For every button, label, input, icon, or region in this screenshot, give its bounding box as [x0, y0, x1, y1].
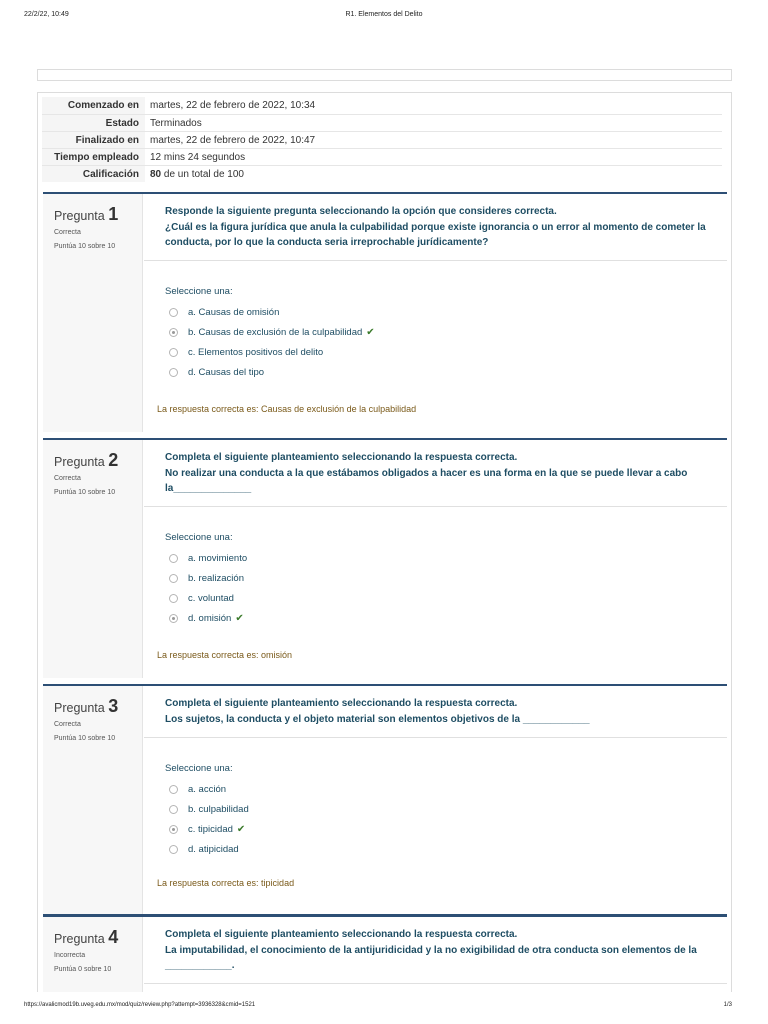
- radio-icon[interactable]: [169, 368, 178, 377]
- question-state: Incorrecta: [54, 952, 86, 959]
- summary-value: 12 mins 24 segundos: [150, 151, 246, 163]
- answer-area: [144, 507, 727, 628]
- answer-option[interactable]: b. culpabilidad: [165, 799, 727, 819]
- question-text: Completa el siguiente planteamiento seleccionando la respuesta correcta. Los sujetos, la conducta y el objeto material son elementos objetivos de la ____________: [144, 686, 727, 738]
- answer-prompt: Seleccione una:: [165, 763, 233, 774]
- print-url: https://avalicmod19b.uveg.edu.mx/mod/quiz/review.php?attempt=3936328&cmid=1521: [24, 1002, 256, 1008]
- answer-option[interactable]: a. movimiento: [165, 548, 727, 568]
- radio-icon[interactable]: [169, 614, 178, 623]
- answer-prompt: Seleccione una:: [165, 286, 233, 297]
- answer-area: [144, 738, 727, 859]
- question-content: [144, 686, 727, 924]
- answer-option[interactable]: d. atipicidad: [165, 839, 727, 859]
- question-info: [43, 194, 143, 432]
- check-icon: ✔: [236, 823, 246, 835]
- summary-label: Tiempo empleado: [42, 149, 145, 165]
- question-state: Correcta: [54, 475, 81, 482]
- summary-value: Terminados: [150, 117, 202, 129]
- print-title: R1. Elementos del Delito: [345, 11, 423, 18]
- radio-icon[interactable]: [169, 328, 178, 337]
- question-text: Responde la siguiente pregunta seleccionando la opción que consideres correcta. ¿Cuál es la figura jurídica que anula la culpabilidad porque existe ignorancia o un error al momento de cometer la conducta, por lo que la conducta seria irreprochable jurídicamente?: [144, 194, 727, 261]
- quiz-review: [37, 92, 732, 992]
- summary-value: martes, 22 de febrero de 2022, 10:34: [150, 100, 316, 111]
- answer-option[interactable]: a. acción: [165, 779, 727, 799]
- print-header: [0, 11, 768, 21]
- question-grade: Puntúa 0 sobre 10: [54, 966, 112, 973]
- question-number: Pregunta 3: [54, 696, 119, 716]
- question-1: [43, 192, 727, 432]
- attempt-summary: [42, 97, 722, 182]
- question-text: Completa el siguiente planteamiento seleccionando la respuesta correcta. No realizar una conducta a la que estábamos obligados a hacer es una forma en la que se puede llevar a cabo la______________: [144, 440, 727, 507]
- correct-answer-feedback: La respuesta correcta es: Causas de exclusión de la culpabilidad: [157, 404, 417, 414]
- answer-option[interactable]: a. Causas de omisión: [165, 302, 727, 322]
- radio-icon[interactable]: [169, 574, 178, 583]
- radio-icon[interactable]: [169, 308, 178, 317]
- question-info: [43, 440, 143, 678]
- radio-icon[interactable]: [169, 845, 178, 854]
- question-info: [43, 917, 143, 992]
- summary-label: Comenzado en: [42, 97, 145, 114]
- question-content: [144, 440, 727, 678]
- summary-value: martes, 22 de febrero de 2022, 10:47: [150, 134, 316, 146]
- grade-suffix: de un total de 100: [161, 168, 244, 180]
- answer-option[interactable]: c. tipicidad ✔: [165, 819, 727, 839]
- radio-icon[interactable]: [169, 594, 178, 603]
- page-number: 1/3: [723, 1002, 732, 1008]
- answer-option[interactable]: c. voluntad: [165, 588, 727, 608]
- question-2: [43, 438, 727, 678]
- check-icon: ✔: [366, 326, 375, 338]
- print-datetime: 22/2/22, 10:49: [24, 11, 69, 18]
- question-grade: Puntúa 10 sobre 10: [54, 489, 116, 496]
- summary-row: [42, 131, 722, 148]
- radio-icon[interactable]: [169, 785, 178, 794]
- answer-prompt: Seleccione una:: [165, 532, 233, 543]
- radio-icon[interactable]: [169, 554, 178, 563]
- question-grade: Puntúa 10 sobre 10: [54, 243, 116, 250]
- summary-label: Estado: [42, 115, 145, 131]
- question-state: Correcta: [54, 721, 81, 728]
- radio-icon[interactable]: [169, 825, 178, 834]
- summary-value: [145, 169, 244, 180]
- correct-answer-feedback: La respuesta correcta es: tipicidad: [157, 878, 295, 888]
- print-footer: [0, 1002, 768, 1012]
- radio-icon[interactable]: [169, 348, 178, 357]
- navigation-box: [37, 69, 732, 81]
- summary-row: [42, 148, 722, 165]
- summary-row: [42, 114, 722, 131]
- question-content: [144, 194, 727, 432]
- answer-option[interactable]: c. Elementos positivos del delito: [165, 342, 727, 362]
- answer-option[interactable]: d. Causas del tipo: [165, 362, 727, 382]
- question-3: [43, 684, 727, 924]
- answer-area: [144, 261, 727, 382]
- answer-option[interactable]: b. realización: [165, 568, 727, 588]
- question-number: Pregunta 1: [54, 204, 119, 224]
- question-number: Pregunta 4: [54, 927, 119, 947]
- question-grade: Puntúa 10 sobre 10: [54, 735, 116, 742]
- summary-row: [42, 97, 722, 114]
- question-state: Correcta: [54, 229, 81, 236]
- answer-option[interactable]: d. omisión ✔: [165, 608, 727, 628]
- answer-option[interactable]: b. Causas de exclusión de la culpabilidad ✔: [165, 322, 727, 342]
- question-info: [43, 686, 143, 924]
- question-number: Pregunta 2: [54, 450, 119, 470]
- correct-answer-feedback: La respuesta correcta es: omisión: [157, 650, 293, 660]
- check-icon: ✔: [235, 612, 244, 624]
- summary-label: Finalizado en: [42, 132, 145, 148]
- grade-value: 80: [150, 168, 162, 180]
- summary-row: [42, 165, 722, 182]
- question-content: [144, 917, 727, 992]
- summary-label: Calificación: [42, 166, 145, 182]
- radio-icon[interactable]: [169, 805, 178, 814]
- question-text: Completa el siguiente planteamiento seleccionando la respuesta correcta. La imputabilidad, el conocimiento de la antijuridicidad y la no exigibilidad de otra conducta son elementos de la ____________.: [144, 917, 727, 984]
- question-4: [43, 914, 727, 992]
